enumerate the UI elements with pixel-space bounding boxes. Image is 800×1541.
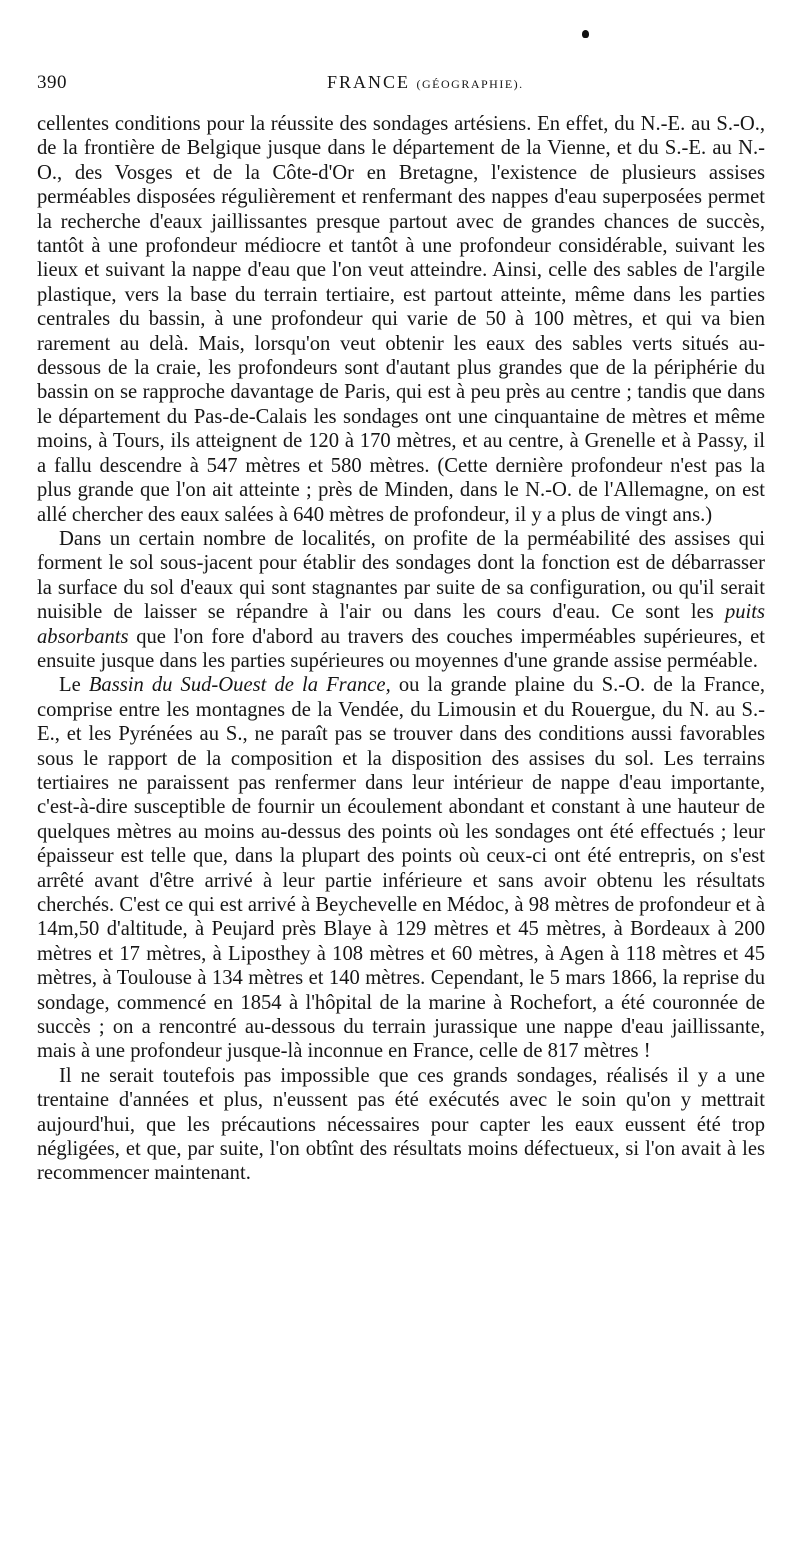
ink-speck xyxy=(582,30,589,38)
italic-term: Bassin du Sud-Ouest de la France, xyxy=(88,674,391,697)
text-segment: ou la grande plaine du S.-O. de la France, comprise entre les montagnes de la Vendée, du Limousin et du Rouergue, du N. au S.-E., et les Pyrénées au S., ne paraît pas se trouver dans des conditions aussi favorables sous le rapport de la composition et la disposition des assises du sol. Les terrains tertiaires ne paraissent pas renfermer dans leur intérieur de nappe d'eau importante, c'est-à-dire susceptible de fournir un écoulement abondant et constant à une hauteur de quelques mètres au moins au-dessus des points où les sondages ont été effectués ; leur épaisseur est telle que, dans la plupart des points où ceux-ci ont été entrepris, on s'est arrêté avant d'être arrivé à leur partie inférieure et sans avoir obtenu les résultats cherchés. C'est ce qui est arrivé à Beychevelle en Médoc, à 98 mètres de profondeur et à 14m,50 d'altitude, à Peujard près Blaye à 129 mètres et 45 mètres, à Bordeaux à 200 mètres et 17 mètres, à Liposthey à 108 mètres et 60 mètres, à Agen à 118 mètres et 45 mètres, à Toulouse à 134 mètres et 140 mètres. Cependant, le 5 mars 1866, la reprise du sondage, commencé en 1854 à l'hôpital de la marine à Rochefort, a été couronnée de succès ; on a rencontré au-dessous du terrain jurassique une nappe d'eau jaillissante, mais à une profondeur jusque-là inconnue en France, celle de 817 mètres ! xyxy=(37,674,765,1063)
paragraph xyxy=(37,673,765,1064)
running-head-sub: (GÉOGRAPHIE). xyxy=(416,77,524,91)
text-segment: Dans un certain nombre de localités, on profite de la perméabilité des assises qui forment le sol sous-jacent pour établir des sondages dont la fonction est de débarrasser la surface du sol d'eaux qui sont stagnantes par suite de sa configuration, ou qu'il serait nuisible de laisser se répandre à l'air ou dans les cours d'eau. Ce sont les xyxy=(37,527,765,624)
text-segment: Il ne serait toutefois pas impossible que ces grands sondages, réalisés il y a une trentaine d'années et plus, n'eussent pas été exécutés avec le soin qu'on y mettrait aujourd'hui, que les précautions nécessaires pour capter les eaux eussent été trop négligées, et que, par suite, l'on obtînt des résultats moins défectueux, si l'on avait à les recommencer maintenant. xyxy=(37,1064,765,1185)
paragraph xyxy=(37,112,765,527)
text-segment: Le xyxy=(59,674,89,697)
running-head xyxy=(327,72,524,93)
page-header xyxy=(37,72,760,100)
paragraph xyxy=(37,1064,765,1186)
paragraph xyxy=(37,527,765,673)
italic-term: puits absorbants xyxy=(37,601,765,648)
page-number: 390 xyxy=(37,72,67,93)
body-text xyxy=(37,112,765,1186)
text-segment: cellentes conditions pour la réussite des sondages artésiens. En effet, du N.-E. au S.-O., de la frontière de Belgique jusque dans le département de la Vienne, et du S.-E. au N.-O., des Vosges et de la Côte-d'Or en Bretagne, l'existence de plusieurs assises perméables disposées régulièrement et renfermant des nappes d'eau superposées permet la recherche d'eaux jaillissantes presque partout avec de grandes chances de succès, tantôt à une profondeur médiocre et tantôt à une profondeur considérable, suivant les lieux et suivant la nappe d'eau que l'on veut atteindre. Ainsi, celle des sables de l'argile plastique, vers la base du terrain tertiaire, est partout atteinte, même dans les parties centrales du bassin, à une profondeur qui varie de 50 à 100 mètres, et qui va bien rarement au delà. Mais, lorsqu'on veut obtenir les eaux des sables verts situés au-dessous de la craie, les profondeurs sont d'autant plus grandes que de la périphérie du bassin on se rapproche davantage de Paris, qui est à peu près au centre ; tandis que dans le département du Pas-de-Calais les sondages ont une cinquantaine de mètres et même moins, à Tours, ils atteignent de 120 à 170 mètres, et au centre, à Grenelle et à Passy, il a fallu descendre à 547 mètres et 580 mètres. (Cette dernière profondeur n'est pas la plus grande que l'on ait atteinte ; près de Minden, dans le N.-O. de l'Allemagne, on est allé chercher des eaux salées à 640 mètres de profondeur, il y a plus de vingt ans.) xyxy=(37,113,765,526)
text-segment: que l'on fore d'abord au travers des couches imperméables supérieures, et ensuite jusque dans les parties supérieures ou moyennes d'une grande assise perméable. xyxy=(37,625,765,672)
running-head-main: FRANCE xyxy=(327,72,411,92)
